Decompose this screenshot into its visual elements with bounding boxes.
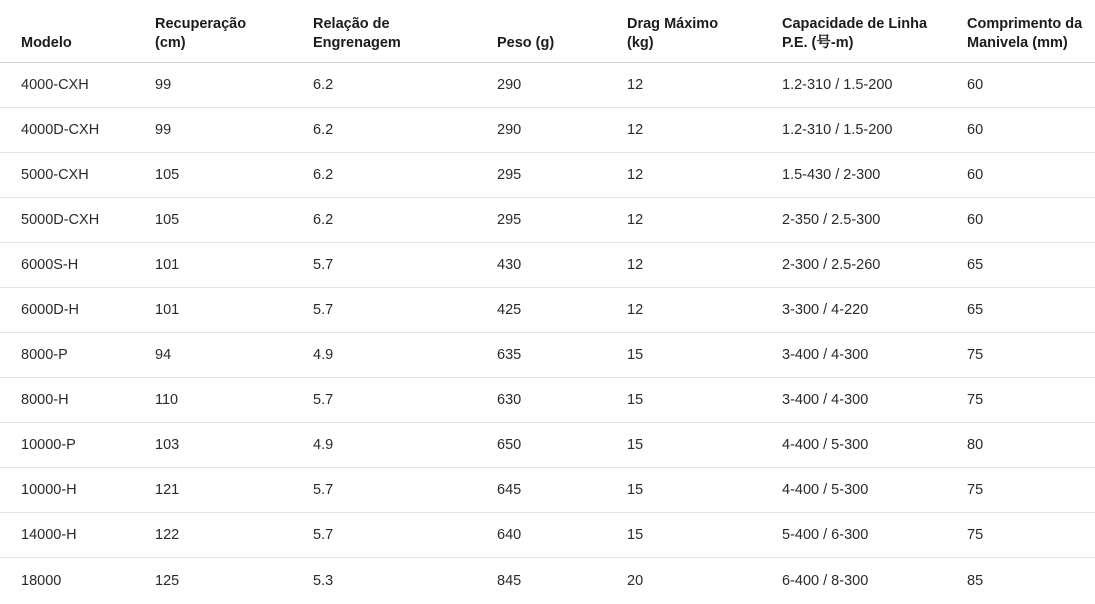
table-row (0, 512, 1095, 557)
cell-relacao: 5.7 (313, 287, 497, 332)
table-row (0, 332, 1095, 377)
header-row (0, 0, 1095, 62)
cell-peso: 650 (497, 422, 627, 467)
cell-drag: 15 (627, 377, 782, 422)
cell-comprimento: 60 (967, 107, 1095, 152)
cell-comprimento: 75 (967, 467, 1095, 512)
spec-table-body (0, 62, 1095, 604)
cell-drag: 15 (627, 467, 782, 512)
column-header-recuperacao: Recuperação (cm) (155, 0, 313, 62)
cell-capacidade: 4-400 / 5-300 (782, 422, 967, 467)
cell-capacidade: 1.2-310 / 1.5-200 (782, 107, 967, 152)
cell-peso: 425 (497, 287, 627, 332)
table-row (0, 152, 1095, 197)
cell-comprimento: 85 (967, 573, 984, 590)
cell-relacao: 5.7 (313, 467, 497, 512)
cell-drag: 15 (627, 512, 782, 557)
table-row (0, 107, 1095, 152)
cell-comprimento: 80 (967, 422, 1095, 467)
cell-recuperacao: 99 (155, 62, 313, 107)
cell-comprimento: 60 (967, 197, 1095, 242)
cell-relacao: 5.7 (313, 377, 497, 422)
cell-capacidade: 1.5-430 / 2-300 (782, 152, 967, 197)
column-header-modelo: Modelo (0, 0, 155, 62)
cell-comprimento: 65 (967, 242, 1095, 287)
cell-modelo: 10000-H (0, 467, 155, 512)
cell-recuperacao: 103 (155, 422, 313, 467)
cell-peso: 645 (497, 467, 627, 512)
cell-recuperacao: 99 (155, 107, 313, 152)
cell-drag: 20 (627, 573, 644, 590)
cell-relacao: 6.2 (313, 107, 497, 152)
cell-capacidade: 6-400 / 8-300 (782, 573, 869, 590)
table-row (0, 377, 1095, 422)
table-row (0, 62, 1095, 107)
cell-drag: 12 (627, 107, 782, 152)
cell-recuperacao: 94 (155, 332, 313, 377)
cell-comprimento: 75 (967, 332, 1095, 377)
cell-comprimento: 60 (967, 152, 1095, 197)
cell-drag: 12 (627, 287, 782, 332)
cell-comprimento: 75 (967, 377, 1095, 422)
cell-recuperacao: 125 (155, 573, 180, 590)
cell-capacidade: 5-400 / 6-300 (782, 512, 967, 557)
cell-recuperacao: 101 (155, 287, 313, 332)
cell-modelo: 8000-P (0, 332, 155, 377)
cell-comprimento: 60 (967, 62, 1095, 107)
cell-recuperacao: 101 (155, 242, 313, 287)
cell-modelo: 8000-H (0, 377, 155, 422)
cell-drag: 12 (627, 242, 782, 287)
cell-capacidade: 2-350 / 2.5-300 (782, 197, 967, 242)
table-row (0, 242, 1095, 287)
spec-table-head (0, 0, 1095, 62)
cell-recuperacao: 105 (155, 197, 313, 242)
cell-peso: 640 (497, 512, 627, 557)
cell-relacao: 6.2 (313, 197, 497, 242)
cell-modelo: 5000D-CXH (0, 197, 155, 242)
cell-capacidade: 1.2-310 / 1.5-200 (782, 62, 967, 107)
cell-drag: 15 (627, 422, 782, 467)
cell-modelo: 14000-H (0, 512, 155, 557)
table-row (0, 467, 1095, 512)
cell-drag: 12 (627, 152, 782, 197)
cell-recuperacao: 105 (155, 152, 313, 197)
cell-recuperacao: 110 (155, 377, 313, 422)
cell-relacao: 6.2 (313, 62, 497, 107)
cell-drag: 12 (627, 62, 782, 107)
cell-relacao: 5.7 (313, 512, 497, 557)
column-header-drag: Drag Máximo (kg) (627, 0, 782, 62)
column-header-relacao: Relação de Engrenagem (313, 0, 497, 62)
cell-modelo: 18000 (21, 573, 62, 590)
table-row (0, 422, 1095, 467)
cell-modelo: 4000-CXH (0, 62, 155, 107)
cell-peso: 290 (497, 62, 627, 107)
cell-modelo: 6000D-H (0, 287, 155, 332)
cell-drag: 15 (627, 332, 782, 377)
cell-modelo: 6000S-H (0, 242, 155, 287)
cell-modelo: 5000-CXH (0, 152, 155, 197)
cell-modelo: 10000-P (0, 422, 155, 467)
cell-relacao: 5.3 (313, 573, 334, 590)
cell-relacao: 5.7 (313, 242, 497, 287)
cell-comprimento: 65 (967, 287, 1095, 332)
cell-drag: 12 (627, 197, 782, 242)
cell-peso: 635 (497, 332, 627, 377)
cell-recuperacao: 121 (155, 467, 313, 512)
cell-comprimento: 75 (967, 512, 1095, 557)
column-header-capacidade: Capacidade de Linha P.E. (号-m) (782, 0, 967, 62)
cell-capacidade: 3-400 / 4-300 (782, 332, 967, 377)
column-header-comprimento: Comprimento da Manivela (mm) (967, 0, 1095, 62)
column-header-peso: Peso (g) (497, 0, 627, 62)
table-row (0, 557, 1095, 604)
cell-modelo: 4000D-CXH (0, 107, 155, 152)
cell-recuperacao: 122 (155, 512, 313, 557)
cell-relacao: 6.2 (313, 152, 497, 197)
cell-capacidade: 4-400 / 5-300 (782, 467, 967, 512)
cell-peso: 630 (497, 377, 627, 422)
table-row (0, 197, 1095, 242)
cell-capacidade: 3-400 / 4-300 (782, 377, 967, 422)
table-row (0, 287, 1095, 332)
cell-peso: 295 (497, 197, 627, 242)
cell-peso: 295 (497, 152, 627, 197)
cell-peso: 290 (497, 107, 627, 152)
cell-relacao: 4.9 (313, 422, 497, 467)
cell-capacidade: 2-300 / 2.5-260 (782, 242, 967, 287)
cell-peso: 430 (497, 242, 627, 287)
cell-relacao: 4.9 (313, 332, 497, 377)
cell-capacidade: 3-300 / 4-220 (782, 287, 967, 332)
cell-peso: 845 (497, 573, 522, 590)
